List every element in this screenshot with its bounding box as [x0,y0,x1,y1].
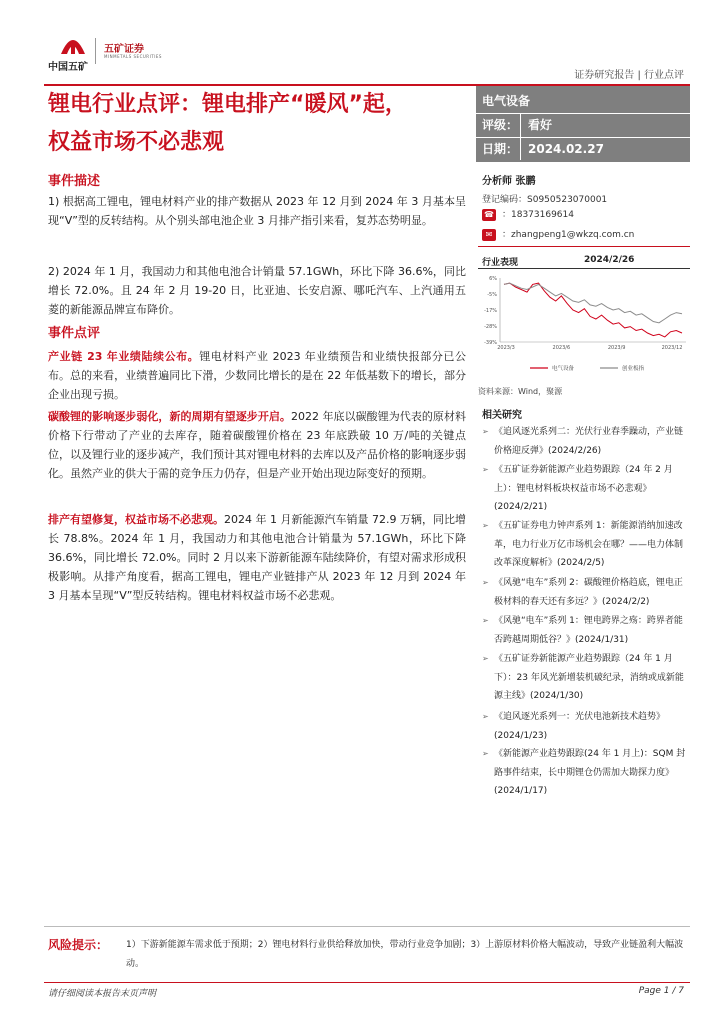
doc-type-label: 证券研究报告 | 行业点评 [574,70,684,81]
rating-box [476,86,690,162]
comment-text-2: 2022 年底以碳酸锂为代表的原材料价格下行带动了产业的去库存，随着碳酸锂价格在 23 年底跌破 10 万/吨的关键点位，以及锂行业的逐步减产，我们预计其对锂电材料的去库以及产品价格的影响逐步弱化。虽然产业的供大于需的竞争压力仍存，但是产业开始出现边际变好的预期。 [48,410,467,480]
related-heading: 相关研究 [482,410,522,421]
comment-paragraph-1 [48,347,466,404]
related-item[interactable]: ➢ 《五矿证券新能源产业趋势跟踪（24 年 2 月上）：锂电材料板块权益市场不必悲观》(2024/2/21) [482,461,690,517]
chart-y-tick-label: -28% [484,324,497,330]
event-paragraph-2: 2) 2024 年 1 月，我国动力和其他电池合计销量 57.1GWh，环比下降 36.6%，同比增长 72.0%。且 24 年 2 月 19-20 日，比亚迪、长安启源、哪吒汽车、上汽通用五菱的新能源品牌宣布降价。 [48,265,466,316]
comment-text-3: 2024 年 1 月新能源汽车销量 72.9 万辆，同比增长 78.8%。2024 年 1 月，我国动力和其他电池合计销量为 57.1GWh，环比下降 36.6%，同比增长 72.0%。同时 2 月以来下游新能源车陆续降价，有望对需求形成积极影响。从排产角度看，据高工锂电，锂电产业链排产从 2023 年 12 月到 2024 年 3 月基本呈现“V”型反转结构。锂电材料权益市场不必悲观。 [48,513,466,602]
chart-title: 行业表现 [482,258,519,268]
related-item[interactable]: ➢ 《五矿证券电力钟声系列 1：新能源消纳加速改革，电力行业万亿市场机会在哪？——电力体制改革深度解析》(2024/2/5) [482,517,690,573]
event-heading: 事件描述 [48,174,101,189]
comment-text-1: 锂电材料产业 2023 年业绩预告和业绩快报部分已公布。总的来看，业绩普遍同比下滑，少数同比增长的是在 22 年低基数下的增长，部分企业出现亏损。 [48,350,466,401]
footer-disclaimer: 请仔细阅读本报告末页声明 [48,989,157,999]
bullet-icon: ➢ [482,578,489,587]
page-number: Page 1 / 7 [638,986,684,996]
analyst-name: 分析师 张鹏 [482,176,536,187]
chart-y-tick-label: -39% [484,340,497,346]
phone-icon: ☎ [482,209,496,221]
risk-text: 1）下游新能源车需求低于预期；2）锂电材料行业供给释放加快，带动行业竞争加剧；3）上游原材料价格大幅波动，导致产业链盈利大幅波动。 [126,940,684,969]
related-item[interactable]: ➢ 《追风逐光系列二：光伏行业春季躁动，产业链价格迎反弹》(2024/2/26) [482,423,690,460]
related-item[interactable]: ➢ 《新能源产业趋势跟踪(24 年 1 月上)：SQM 封路事件结束，长中期锂仓仍需加大勘探力度》(2024/1/17) [482,745,690,801]
chart-source: 资料来源：Wind，聚源 [478,387,563,396]
bullet-icon: ➢ [482,465,489,474]
chart-legend-label: 电气设备 [552,366,575,372]
chart-series-line [504,283,682,337]
report-title-line1: 锂电行业点评：锂电排产“暖风”起， [48,92,407,117]
company-name-cn: 中国五矿 [48,62,88,73]
bullet-icon: ➢ [482,521,489,530]
securities-name-en: MINMETALS SECURITIES [104,54,162,59]
box-vertical-separator [520,114,521,160]
chart-y-tick-label: -5% [487,292,497,298]
analyst-rule [478,246,690,247]
logo-divider [95,38,96,64]
chart-x-tick-label: 2023/12 [661,345,683,351]
analyst-registration: 登记编码：S0950523070001 [482,195,608,205]
related-item[interactable]: ➢ 《追风逐光系列一：光伏电池新技术趋势》(2024/1/23) [482,708,690,745]
chart-legend-label: 创业板指 [622,366,645,372]
risk-rule [44,926,690,927]
risk-heading: 风险提示： [48,938,109,952]
bullet-icon: ➢ [482,427,489,436]
comment-lead-2: 碳酸锂的影响逐步弱化，新的周期有望逐步开启。 [48,410,291,423]
report-title-line2: 权益市场不必悲观 [48,130,225,155]
analyst-email-row [482,227,634,243]
date-label: 日期： [482,142,519,156]
report-title [48,86,468,162]
footer-rule [44,982,690,983]
chart-series-line [504,283,682,323]
rating-label: 评级： [482,118,519,132]
event-paragraph-1: 1) 根据高工锂电，锂电材料产业的排产数据从 2023 年 12 月到 2024 年 3 月基本呈现“V”型的反转结构。从个别头部电池企业 3 月排产指引来看，复苏态势明显。 [48,195,466,227]
email-icon: ✉ [482,229,496,241]
bullet-icon: ➢ [482,712,489,721]
comment-lead-3: 排产有望修复，权益市场不必悲观。 [48,513,225,526]
analyst-email: ：zhangpeng1@wkzq.com.cn [502,230,635,240]
analyst-phone: ：18373169614 [502,210,574,220]
comment-lead-1: 产业链 23 年业绩陆续公布。 [48,350,200,363]
rating-value: 看好 [528,118,553,132]
bullet-icon: ➢ [482,616,489,625]
chart-x-tick-label: 2023/3 [497,345,515,351]
chart-y-tick-label: 6% [489,276,497,282]
chart-x-tick-label: 2023/6 [552,345,571,351]
related-item[interactable]: ➢ 《风驰“电车”系列 2：碳酸锂价格趋底，锂电正极材料的春天还有多远？》(2024/2/2) [482,574,690,611]
comment-paragraph-3 [48,510,466,605]
chart-title-rule [478,268,690,269]
date-value: 2024.02.27 [528,142,604,156]
chart-x-tick-label: 2023/9 [607,345,626,351]
minmetals-logo-icon [58,30,88,56]
analyst-phone-row [482,207,574,223]
bullet-icon: ➢ [482,749,489,758]
bullet-icon: ➢ [482,654,489,663]
comment-heading: 事件点评 [48,326,101,341]
chart-y-tick-label: -17% [484,308,497,314]
related-item[interactable]: ➢ 《五矿证券新能源产业趋势跟踪（24 年 1 月下）：23 年风光新增装机破纪录，消纳或成新能源主线》(2024/1/30) [482,650,690,706]
chart-date: 2024/2/26 [584,255,635,265]
securities-name: 五矿证券 [104,44,144,55]
sector-label: 电气设备 [482,94,531,108]
related-item[interactable]: ➢ 《风驰“电车”系列 1：锂电跨界之殇：跨界者能否跨越周期低谷？》(2024/1/31) [482,612,690,649]
comment-paragraph-2 [48,407,466,483]
industry-performance-chart [478,272,690,382]
